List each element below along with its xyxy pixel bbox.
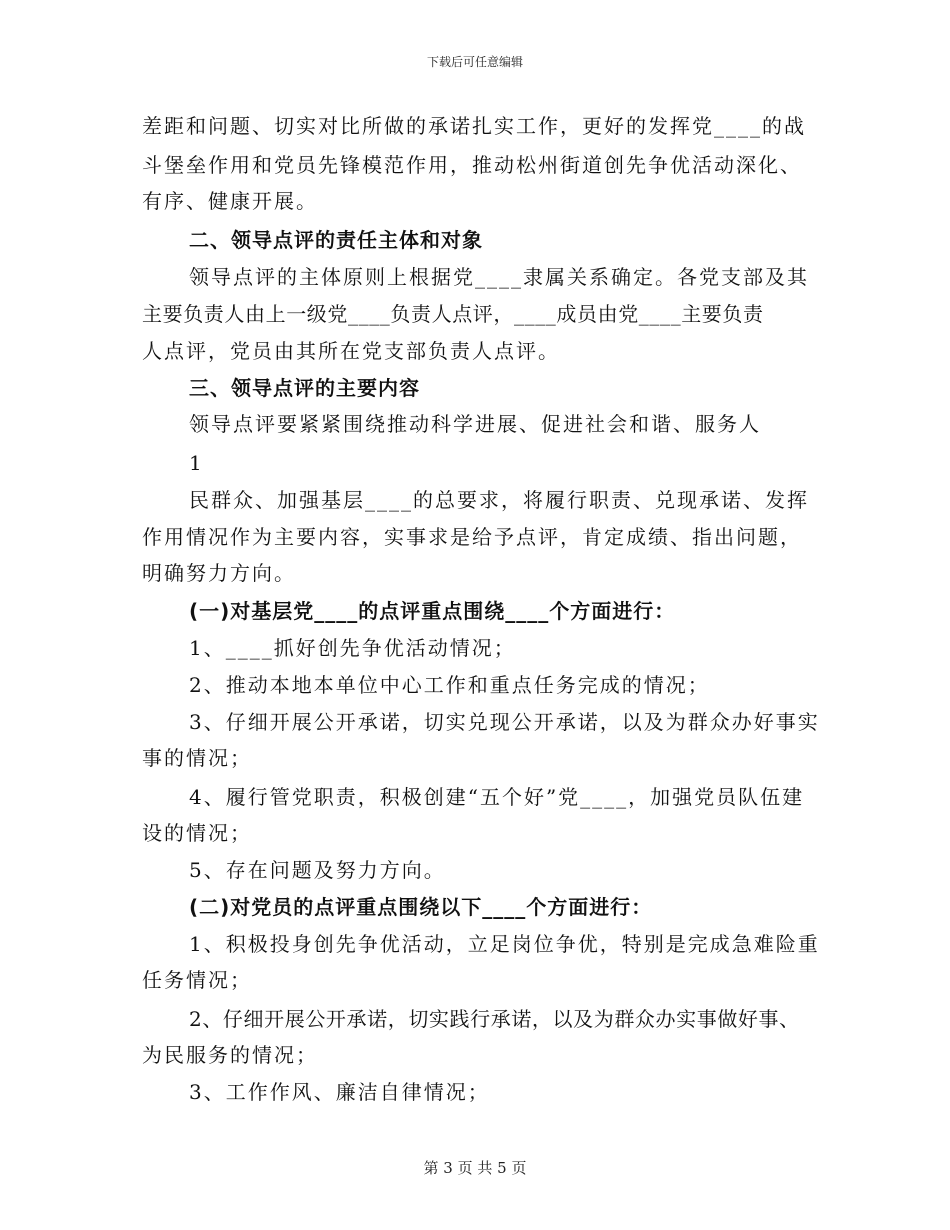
body-line: 差距和问题、切实对比所做的承诺扎实工作，更好的发挥党____的战 (142, 114, 806, 138)
body-line: 明确努力方向。 (142, 561, 296, 585)
body-line: 主要负责人由上一级党____负责人点评，____成员由党____主要负责 (142, 302, 764, 326)
body-line: 民群众、加强基层____的总要求，将履行职责、兑现承诺、发挥 (189, 488, 809, 512)
list-item-continuation: 事的情况； (142, 746, 252, 770)
body-line: 领导点评要紧紧围绕推动科学进展、促进社会和谐、服务人 (189, 412, 761, 436)
subsection-heading: (一)对基层党____的点评重点围绕____个方面进行： (189, 599, 676, 623)
list-item: 3、仔细开展公开承诺，切实兑现公开承诺，以及为群众办好事实 (189, 710, 820, 734)
page-header: 下载后可任意编辑 (426, 55, 523, 69)
list-item: 1、____抓好创先争优活动情况； (189, 636, 516, 660)
list-item: 4、履行管党职责，积极创建“五个好”党____，加强党员队伍建 (189, 785, 805, 809)
list-item: 2、推动本地本单位中心工作和重点任务完成的情况； (189, 673, 710, 697)
page-footer: 第 3 页 共 5 页 (423, 1159, 527, 1177)
list-item: 1、积极投身创先争优活动，立足岗位争优，特别是完成急难险重 (189, 932, 820, 956)
subsection-heading: (二)对党员的点评重点围绕以下____个方面进行： (189, 895, 653, 919)
list-item-continuation: 设的情况； (142, 821, 252, 845)
section-heading: 三、领导点评的主要内容 (189, 376, 420, 400)
page-number-mark: 1 (189, 451, 204, 475)
body-line: 作用情况作为主要内容，实事求是给予点评，肯定成绩、指出问题， (142, 525, 802, 549)
section-heading: 二、领导点评的责任主体和对象 (189, 228, 483, 252)
body-line: 领导点评的主体原则上根据党____隶属关系确定。各党支部及其 (189, 265, 809, 289)
body-line: 有序、健康开展。 (142, 189, 318, 213)
list-item: 2、仔细开展公开承诺，切实践行承诺，以及为群众办实事做好事、 (189, 1007, 800, 1031)
list-item: 3、工作作风、廉洁自律情况； (189, 1080, 490, 1104)
list-item-continuation: 为民服务的情况； (142, 1043, 318, 1067)
list-item-continuation: 任务情况； (142, 968, 252, 992)
list-item: 5、存在问题及努力方向。 (189, 858, 446, 882)
body-line: 斗堡垒作用和党员先锋模范作用，推动松州街道创先争优活动深化、 (142, 153, 802, 177)
body-line: 人点评，党员由其所在党支部负责人点评。 (142, 339, 560, 363)
